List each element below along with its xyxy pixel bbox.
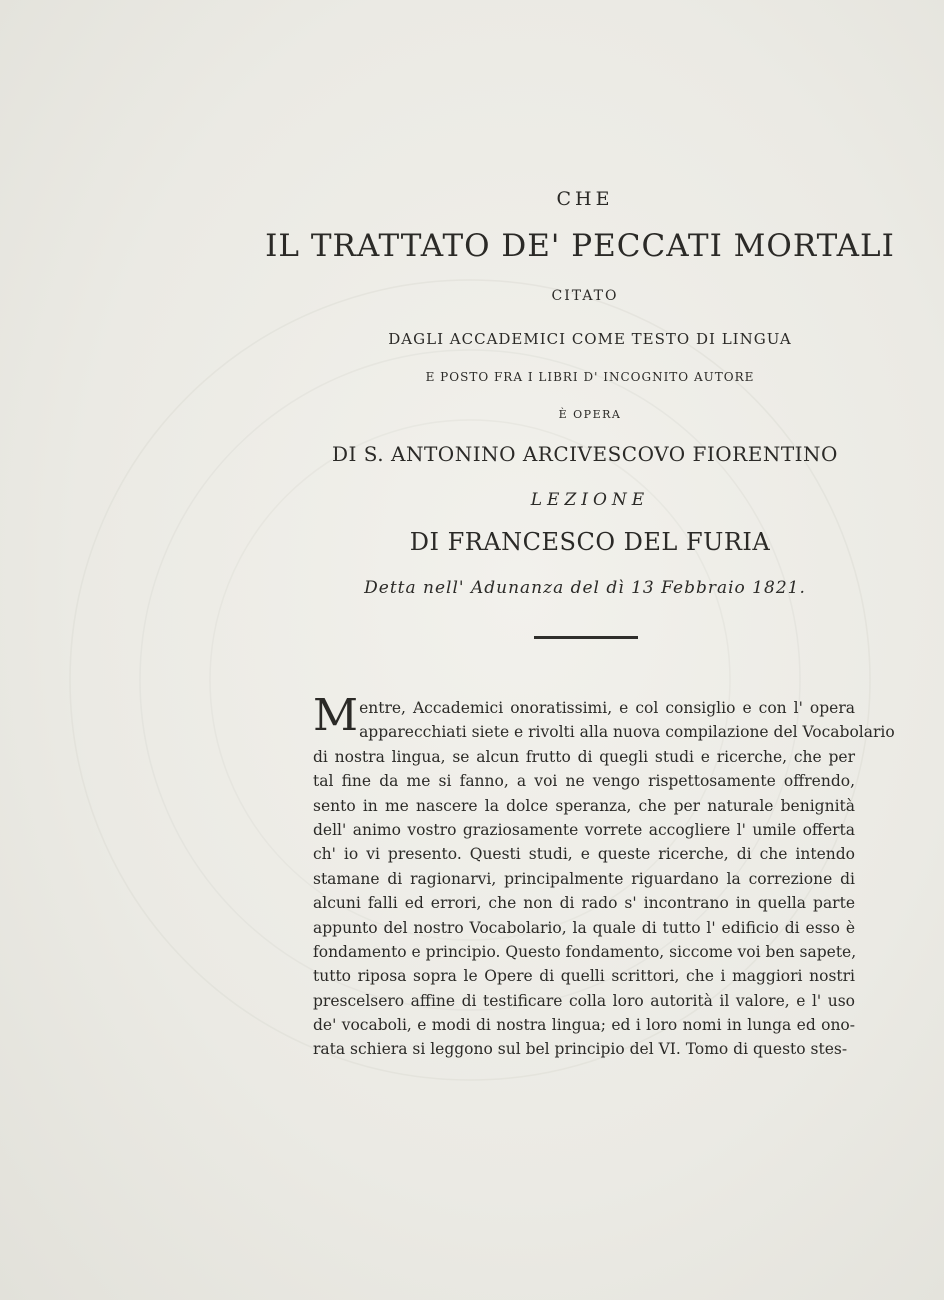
text-line: alcuni falli ed errori, che non di rado s' incontrano in quella parte — [313, 894, 855, 913]
text-line-content: entre, Accademici onoratissimi, e col consiglio e con l' opera — [359, 699, 855, 717]
document-title: IL TRATTATO DE' PECCATI MORTALI — [265, 228, 895, 264]
heading-citato: CITATO — [551, 288, 619, 304]
text-line: dell' animo vostro graziosamente vorrete accogliere l' umile offerta — [313, 820, 855, 839]
heading-che: CHE — [556, 188, 614, 210]
heading-dagli-accademici: DAGLI ACCADEMICI COME TESTO DI LINGUA — [388, 330, 792, 348]
text-line: de' vocaboli, e modi di nostra lingua; ed i loro nomi in lunga ed ono- — [313, 1016, 855, 1035]
heading-lecturer: DI FRANCESCO DEL FURIA — [409, 528, 771, 556]
text-line: sento in me nascere la dolce speranza, che per naturale benignità — [313, 796, 855, 815]
text-line: tal fine da me si fanno, a voi ne vengo rispettosamente offrendo, — [313, 772, 855, 791]
section-divider — [534, 636, 638, 639]
text-line: di nostra lingua, se alcun frutto di quegli studi e ricerche, che per — [313, 747, 855, 766]
body-paragraph — [313, 686, 895, 1062]
heading-date-line: Detta nell' Adunanza del dì 13 Febbraio 1821. — [364, 578, 806, 598]
heading-author: DI S. ANTONINO ARCIVESCOVO FIORENTINO — [332, 442, 838, 466]
heading-posto-fra-libri: E POSTO FRA I LIBRI D' INCOGNITO AUTORE — [425, 370, 755, 384]
text-line: prescelsero affine di testificare colla loro autorità il valore, e l' uso — [313, 991, 855, 1010]
heading-e-opera: È OPERA — [558, 408, 622, 421]
text-line: tutto riposa sopra le Opere di quelli scrittori, che i maggiori nostri — [313, 967, 855, 986]
text-line: stamane di ragionarvi, principalmente riguardano la correzione di — [313, 869, 855, 888]
heading-lezione: LEZIONE — [530, 490, 650, 510]
text-line: rata schiera si leggono sul bel principio del VI. Tomo di questo stes- — [313, 1040, 848, 1059]
text-line: fondamento e principio. Questo fondamento, siccome voi ben sapete, — [313, 942, 857, 961]
drop-cap: M — [313, 690, 359, 741]
text-line: appunto del nostro Vocabolario, la quale di tutto l' edificio di esso è — [313, 918, 855, 937]
text-line: ch' io vi presento. Questi studi, e queste ricerche, di che intendo — [313, 845, 855, 864]
text-line: apparecchiati siete e rivolti alla nuova compilazione del Vocabolario — [359, 723, 895, 742]
